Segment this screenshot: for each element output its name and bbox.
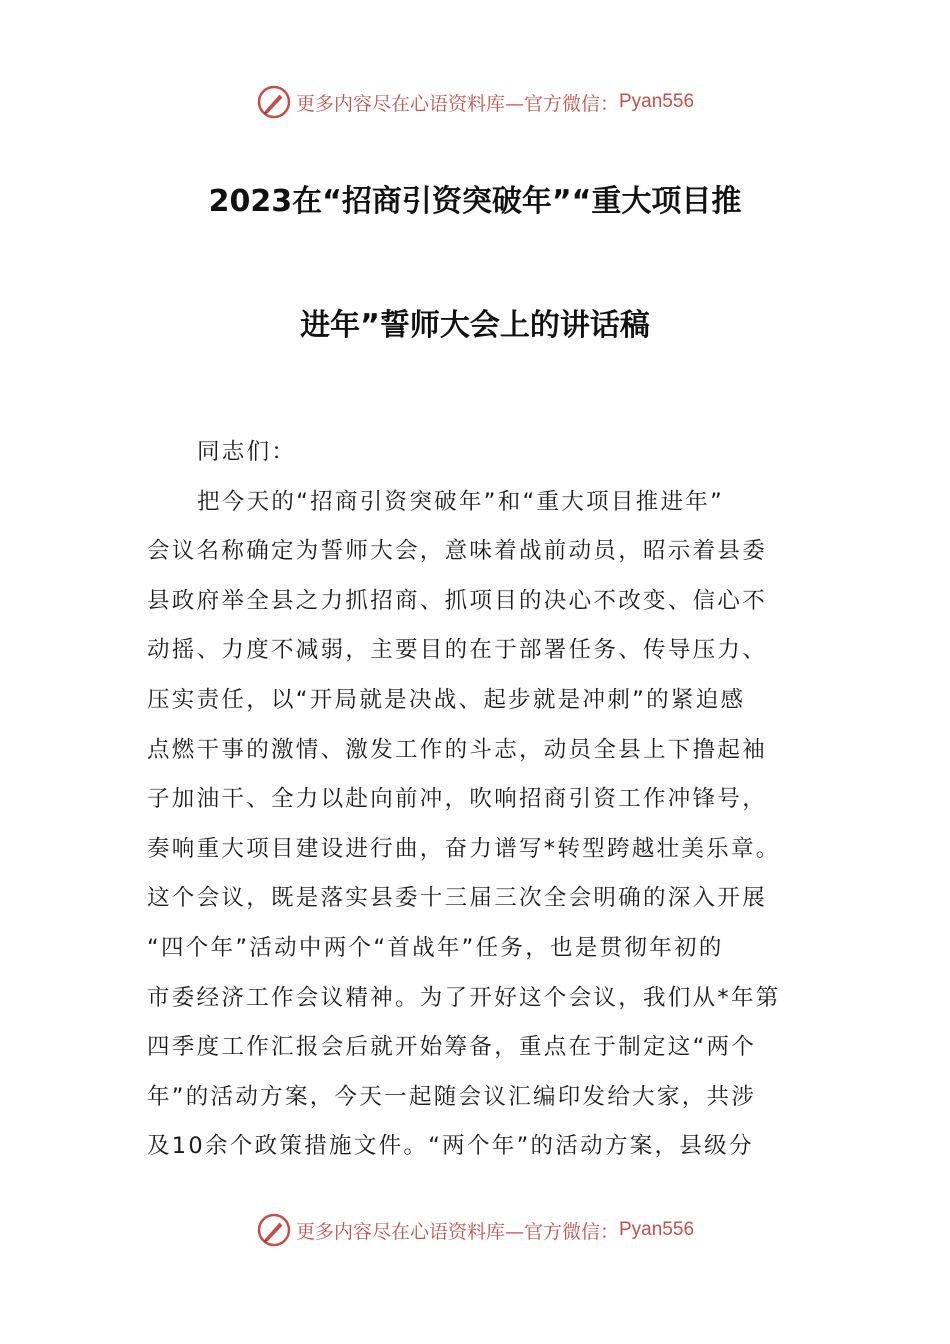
watermark-text: 更多内容尽在心语资料库—官方微信： — [295, 1220, 619, 1243]
document-body — [147, 428, 812, 1172]
pen-logo-icon — [256, 84, 292, 120]
paragraph-line: 子加油干、全力以赴向前冲，吹响招商引资工作冲锋号， — [147, 786, 768, 813]
watermark-footer — [0, 1210, 950, 1250]
paragraph-line: 县政府举全县之力抓招商、抓项目的决心不改变、信心不 — [147, 587, 768, 614]
watermark-account: Pyan556 — [619, 91, 695, 112]
paragraph-line: 动摇、力度不减弱，主要目的在于部署任务、传导压力、 — [147, 637, 768, 664]
watermark-account: Pyan556 — [619, 1219, 695, 1240]
paragraph-line: 及10余个政策措施文件。“两个年”的活动方案，县级分 — [147, 1133, 754, 1160]
document-title-line-2: 进年”誓师大会上的讲话稿 — [300, 308, 650, 343]
greeting: 同志们： — [197, 439, 297, 465]
paragraph-line: 市委经济工作会议精神。为了开好这个会议，我们从*年第 — [147, 984, 781, 1011]
paragraph-line: 点燃干事的激情、激发工作的斗志，动员全县上下撸起袖 — [147, 736, 768, 763]
paragraph-line: 会议名称确定为誓师大会，意味着战前动员，昭示着县委 — [147, 538, 768, 565]
paragraph — [147, 478, 812, 1172]
paragraph-line: 这个会议，既是落实县委十三届三次全会明确的深入开展 — [147, 885, 768, 912]
paragraph-line: “四个年”活动中两个“首战年”任务，也是贯彻年初的 — [147, 934, 724, 961]
watermark-text: 更多内容尽在心语资料库—官方微信： — [295, 92, 619, 115]
paragraph-line: 压实责任，以“开局就是决战、起步就是冲刺”的紧迫感 — [147, 686, 746, 713]
watermark-header — [0, 82, 950, 122]
pen-logo-icon — [256, 1212, 292, 1248]
document-title-line-1: 2023在“招商引资突破年”“重大项目推 — [208, 184, 742, 219]
paragraph-line: 奏响重大项目建设进行曲，奋力谱写*转型跨越壮美乐章。 — [147, 835, 781, 862]
paragraph-line: 把今天的“招商引资突破年”和“重大项目推进年” — [197, 488, 725, 515]
paragraph-line: 年”的活动方案，今天一起随会议汇编印发给大家，共涉 — [147, 1083, 757, 1110]
paragraph-line: 四季度工作汇报会后就开始筹备，重点在于制定这“两个 — [147, 1034, 757, 1061]
